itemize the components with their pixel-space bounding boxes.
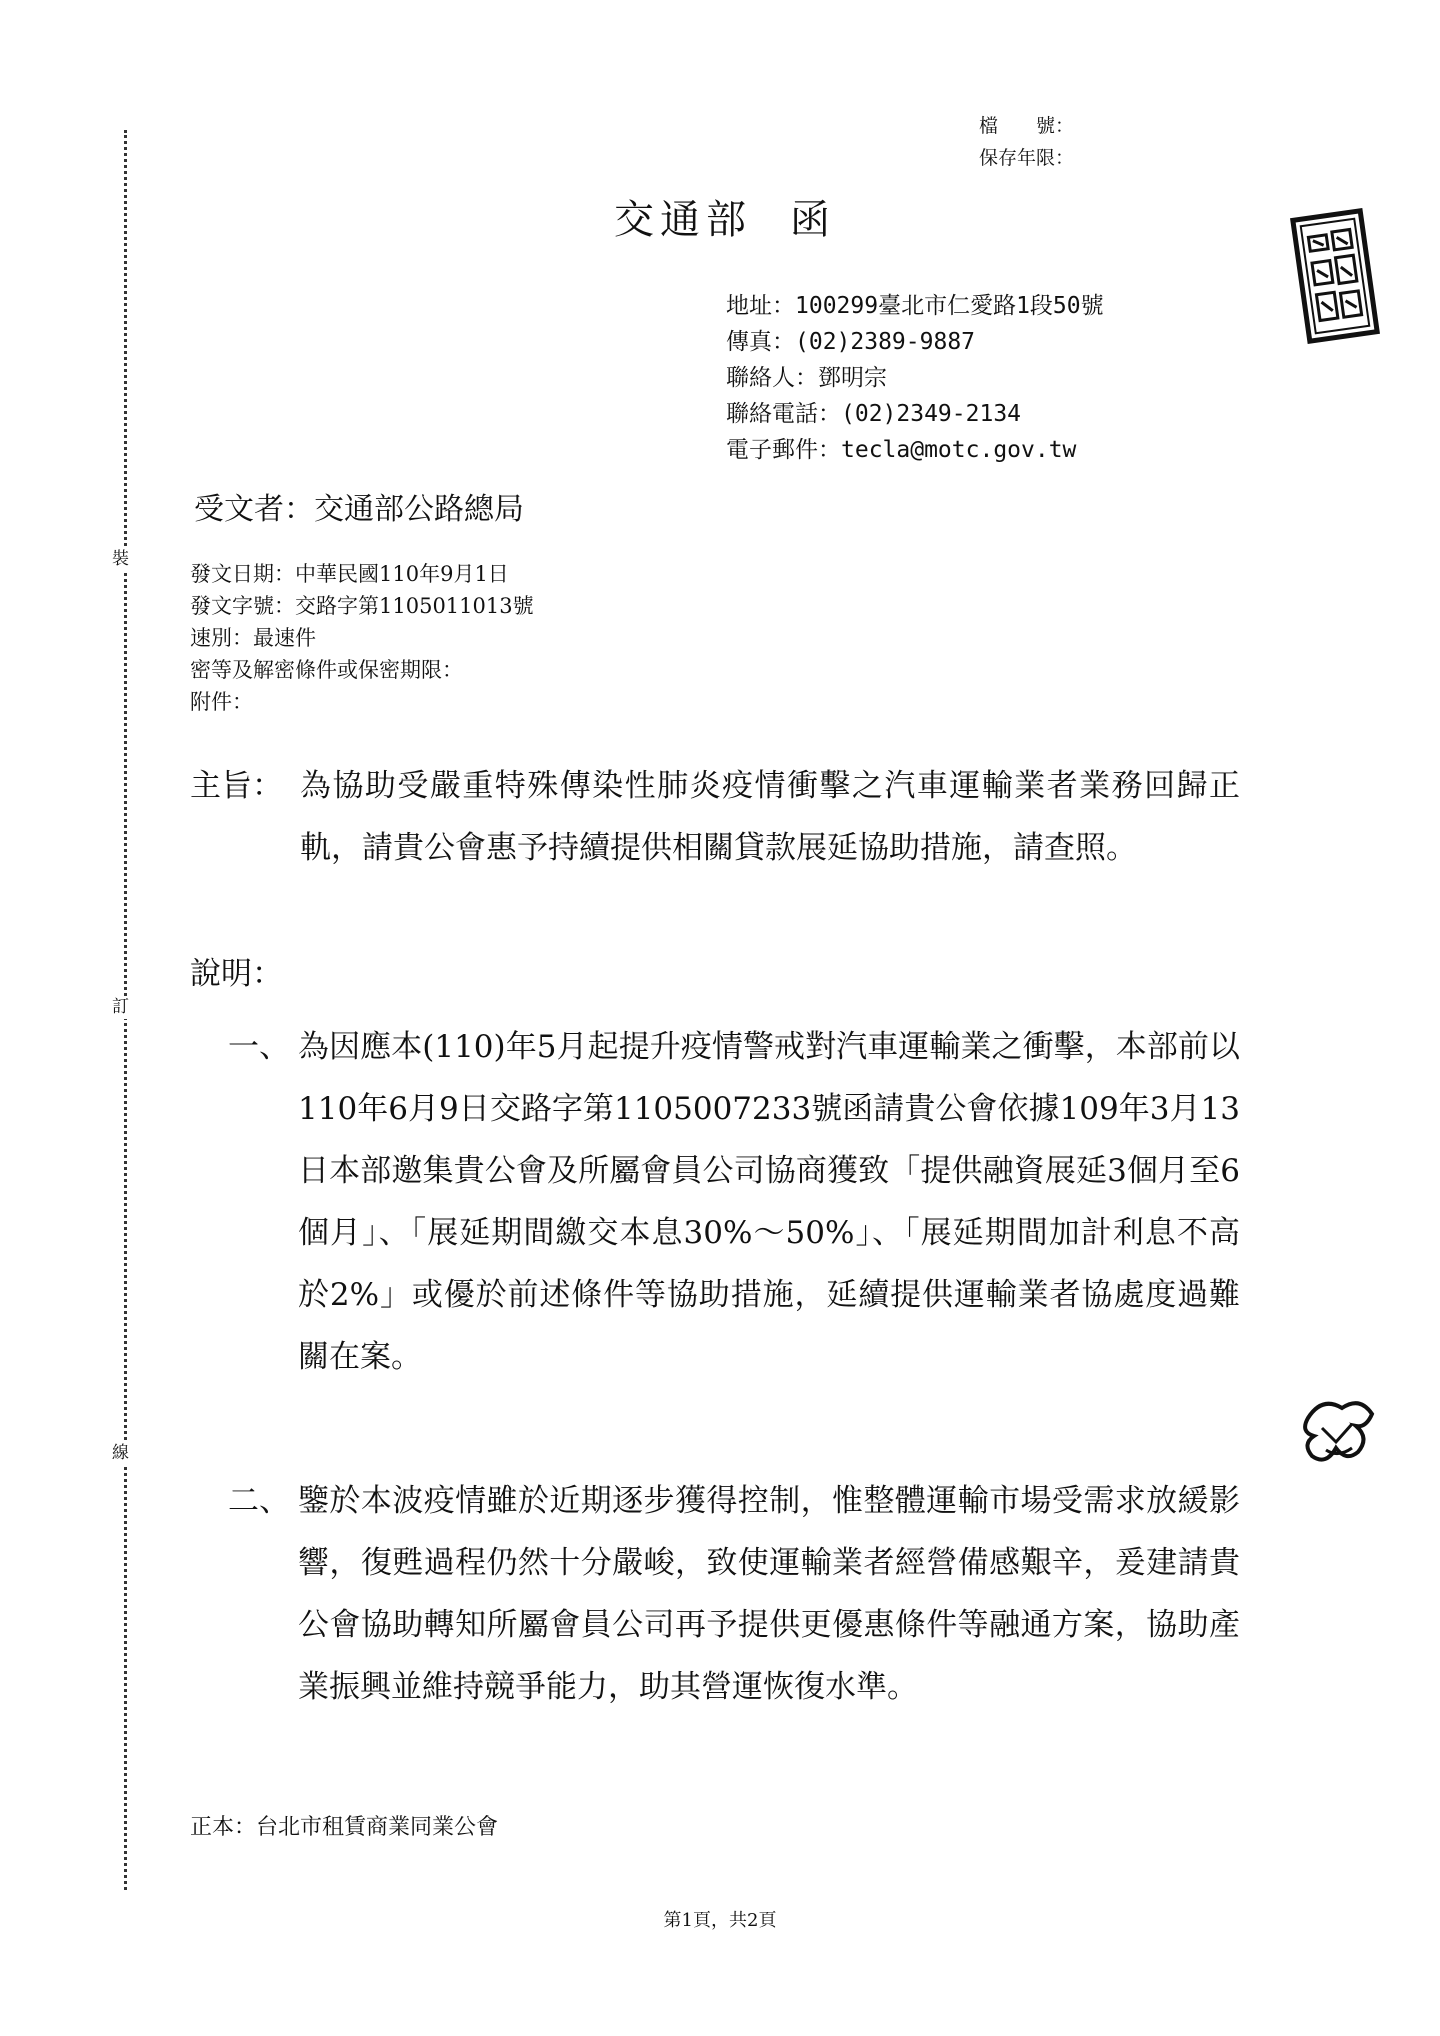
item-text: 為因應本(110)年5月起提升疫情警戒對汽車運輸業之衝擊，本部前以110年6月9日交路字第1105007233號函請貴公會依據109年3月13日本部邀集貴公會及所屬會員公司協商獲致「提供融資展延3個月至6個月」、「展延期間繳交本息30%～50%」、「展延期間加計利息不高於2%」或優於前述條件等協助措施，延續提供運輸業者協處度過難關在案。 — [298, 1029, 1240, 1375]
retention-label: 保存年限： — [978, 147, 1074, 169]
item-number: 二、 — [228, 1483, 290, 1519]
doc-number: 發文字號：交路字第1105011013號 — [190, 594, 534, 618]
item-number: 一、 — [228, 1029, 290, 1065]
title-agency: 交通部 — [614, 197, 752, 243]
official-seal-stamp — [1289, 207, 1380, 344]
document-title — [614, 188, 836, 245]
explanation-label: 說明： — [190, 956, 283, 992]
confidentiality: 密等及解密條件或保密期限： — [190, 658, 463, 682]
carbon-copy: 正本：台北市租賃商業同業公會 — [190, 1815, 499, 1840]
contact-person: 聯絡人：鄧明宗 — [726, 365, 887, 391]
file-info — [979, 110, 1074, 174]
attachments: 附件： — [190, 690, 253, 714]
binding-mark-zhuang: 裝 — [112, 549, 129, 569]
item-text: 鑒於本波疫情雖於近期逐步獲得控制，惟整體運輸市場受需求放緩影響，復甦過程仍然十分嚴峻，致使運輸業者經營備感艱辛，爰建請貴公會協助轉知所屬會員公司再予提供更優惠條件等融通方案，協助產業振興並維持競爭能力，助其營運恢復水準。 — [298, 1483, 1240, 1705]
contact-address: 地址：100299臺北市仁愛路1段50號 — [726, 293, 1104, 319]
file-number-label: 檔 號： — [978, 115, 1074, 137]
contact-email: 電子郵件：tecla@motc.gov.tw — [726, 437, 1077, 463]
paging-seal-stamp — [1300, 1388, 1380, 1484]
issue-date: 發文日期：中華民國110年9月1日 — [190, 562, 509, 586]
recipient: 受文者：交通部公路總局 — [194, 492, 524, 527]
subject-label: 主旨： — [190, 768, 283, 804]
contact-block — [726, 288, 1104, 468]
binding-mark-xian: 線 — [112, 1443, 129, 1463]
contact-fax: 傳真：(02)2389-9887 — [726, 329, 976, 355]
binding-mark-ding: 訂 — [112, 997, 129, 1017]
title-doc-type: 函 — [790, 197, 836, 243]
speed-level: 速別：最速件 — [190, 626, 316, 650]
page-number: 第1頁，共2頁 — [663, 1910, 777, 1931]
contact-phone: 聯絡電話：(02)2349-2134 — [726, 401, 1022, 427]
subject-text: 為協助受嚴重特殊傳染性肺炎疫情衝擊之汽車運輸業者業務回歸正軌，請貴公會惠予持續提供相關貸款展延協助措施，請查照。 — [300, 768, 1240, 866]
document-meta — [190, 558, 534, 718]
